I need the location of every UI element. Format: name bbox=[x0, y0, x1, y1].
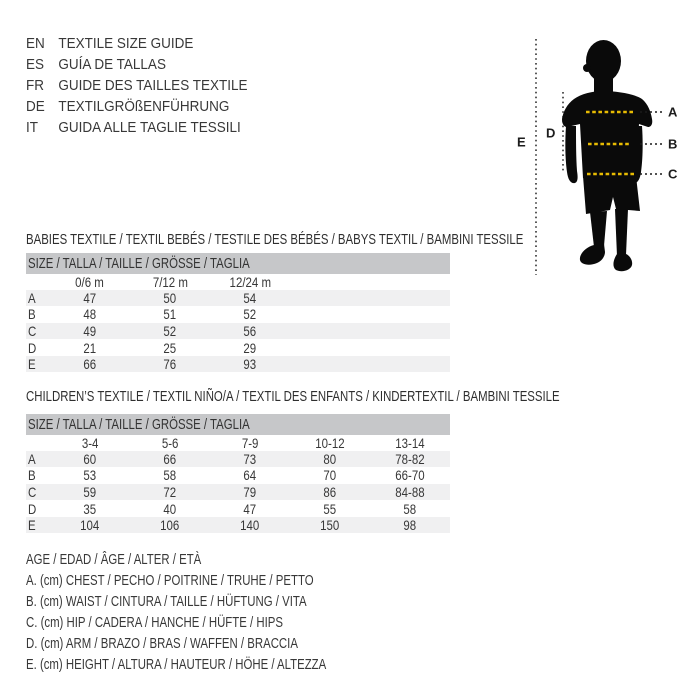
cell-value: 73 bbox=[243, 450, 257, 467]
table-cell bbox=[210, 323, 290, 339]
lang-title: TEXTILGRÖßENFÜHRUNG bbox=[58, 98, 230, 115]
children-section-title bbox=[26, 389, 700, 404]
lang-code: IT bbox=[26, 119, 39, 136]
table-cell bbox=[50, 484, 130, 500]
table-row bbox=[26, 484, 450, 501]
cell-value: 98 bbox=[403, 517, 417, 534]
row-label-text: E bbox=[28, 517, 36, 534]
table-cell bbox=[210, 501, 290, 517]
legend-line-height bbox=[26, 654, 421, 675]
legend-line-arm bbox=[26, 633, 421, 654]
column-header bbox=[210, 274, 290, 290]
language-title-list bbox=[26, 33, 272, 138]
measure-label-e: E bbox=[517, 134, 526, 150]
measure-label-d: D bbox=[546, 125, 556, 141]
column-header-text: 5-6 bbox=[161, 435, 179, 452]
lang-title: GUÍA DE TALLAS bbox=[58, 56, 166, 73]
lang-code: DE bbox=[26, 98, 45, 115]
row-label bbox=[26, 467, 50, 483]
table-row bbox=[26, 323, 450, 340]
babies-header-row bbox=[26, 275, 450, 290]
column-header-text: 7/12 m bbox=[152, 274, 188, 291]
cell-value: 86 bbox=[323, 483, 337, 500]
table-cell bbox=[130, 484, 210, 500]
cell-value: 66 bbox=[163, 450, 177, 467]
legend-text: C. (cm) HIP / CADERA / HANCHE / HÜFTE / HIPS bbox=[26, 614, 283, 631]
lang-row-de bbox=[26, 96, 247, 117]
table-row bbox=[26, 290, 450, 307]
lang-code: EN bbox=[26, 35, 45, 52]
lang-title: GUIDA ALLE TAGLIE TESSILI bbox=[58, 119, 241, 136]
column-header-text: 13-14 bbox=[395, 435, 425, 452]
cell-value: 140 bbox=[240, 517, 260, 534]
row-label-text: E bbox=[28, 356, 36, 373]
table-cell bbox=[290, 467, 370, 483]
children-size-header-bar bbox=[26, 414, 450, 435]
row-label bbox=[26, 501, 50, 517]
row-label-text: D bbox=[28, 339, 37, 356]
table-cell bbox=[130, 306, 210, 322]
table-row bbox=[26, 467, 450, 484]
row-label-text: A bbox=[28, 450, 36, 467]
legend-line-age bbox=[26, 549, 421, 570]
table-cell bbox=[130, 451, 210, 467]
cell-value: 52 bbox=[163, 322, 177, 339]
table-cell bbox=[210, 467, 290, 483]
cell-value: 47 bbox=[243, 500, 257, 517]
cell-value: 93 bbox=[243, 356, 257, 373]
row-label bbox=[26, 451, 50, 467]
lang-code: FR bbox=[26, 77, 44, 94]
measure-label-c: C bbox=[668, 166, 678, 182]
cell-value: 47 bbox=[83, 289, 97, 306]
cell-value: 79 bbox=[243, 483, 257, 500]
measure-label-a: A bbox=[668, 104, 678, 120]
column-header bbox=[130, 435, 210, 451]
legend-text: B. (cm) WAIST / CINTURA / TAILLE / HÜFTUNG / VITA bbox=[26, 593, 307, 610]
legend-text: E. (cm) HEIGHT / ALTURA / HAUTEUR / HÖHE / ALTEZZA bbox=[26, 656, 327, 673]
table-cell bbox=[50, 517, 130, 533]
children-table bbox=[26, 436, 450, 533]
row-label-text: A bbox=[28, 289, 36, 306]
row-label-text: B bbox=[28, 467, 36, 484]
cell-value: 150 bbox=[320, 517, 340, 534]
babies-size-header-text: SIZE / TALLA / TAILLE / GRÖSSE / TAGLIA bbox=[28, 255, 250, 272]
cell-value: 49 bbox=[83, 322, 97, 339]
cell-value: 48 bbox=[83, 306, 97, 323]
measurement-figure bbox=[500, 28, 700, 288]
table-cell bbox=[50, 323, 130, 339]
table-cell bbox=[50, 451, 130, 467]
babies-section-title-text: BABIES TEXTILE / TEXTIL BEBÉS / TESTILE DES BÉBÉS / BABYS TEXTIL / BAMBINI TESSILE bbox=[26, 231, 524, 248]
cell-value: 35 bbox=[83, 500, 97, 517]
cell-value: 66 bbox=[83, 356, 97, 373]
table-cell bbox=[370, 467, 450, 483]
table-cell bbox=[370, 517, 450, 533]
cell-value: 29 bbox=[243, 339, 257, 356]
cell-value: 58 bbox=[163, 467, 177, 484]
table-cell bbox=[130, 356, 210, 372]
column-header-text: 0/6 m bbox=[75, 274, 105, 291]
cell-value: 64 bbox=[243, 467, 257, 484]
cell-value: 40 bbox=[163, 500, 177, 517]
table-cell bbox=[50, 467, 130, 483]
table-row bbox=[26, 306, 450, 323]
table-cell bbox=[50, 340, 130, 356]
table-cell bbox=[210, 340, 290, 356]
cell-value: 56 bbox=[243, 322, 257, 339]
lang-row-es bbox=[26, 54, 247, 75]
cell-value: 76 bbox=[163, 356, 177, 373]
legend-line-waist bbox=[26, 591, 421, 612]
legend-text: D. (cm) ARM / BRAZO / BRAS / WAFFEN / BRACCIA bbox=[26, 635, 298, 652]
row-label-text: B bbox=[28, 306, 36, 323]
lang-title: TEXTILE SIZE GUIDE bbox=[58, 35, 194, 52]
table-cell bbox=[210, 356, 290, 372]
cell-value: 72 bbox=[163, 483, 177, 500]
table-cell bbox=[370, 501, 450, 517]
cell-value: 59 bbox=[83, 483, 97, 500]
cell-value: 52 bbox=[243, 306, 257, 323]
table-cell bbox=[130, 290, 210, 306]
table-cell bbox=[290, 451, 370, 467]
table-cell bbox=[130, 467, 210, 483]
table-cell bbox=[210, 290, 290, 306]
column-header bbox=[370, 435, 450, 451]
row-label bbox=[26, 290, 50, 306]
row-label bbox=[26, 340, 50, 356]
row-label bbox=[26, 484, 50, 500]
cell-value: 50 bbox=[163, 289, 177, 306]
table-cell bbox=[290, 501, 370, 517]
babies-size-header-bar bbox=[26, 253, 450, 274]
cell-value: 55 bbox=[323, 500, 337, 517]
cell-value: 106 bbox=[160, 517, 180, 534]
column-header-text: 7-9 bbox=[241, 435, 259, 452]
cell-value: 66-70 bbox=[395, 467, 425, 484]
lang-row-fr bbox=[26, 75, 247, 96]
cell-value: 58 bbox=[403, 500, 417, 517]
children-header-row bbox=[26, 436, 450, 451]
row-label bbox=[26, 517, 50, 533]
table-cell bbox=[370, 484, 450, 500]
cell-value: 53 bbox=[83, 467, 97, 484]
table-cell bbox=[210, 484, 290, 500]
column-header bbox=[50, 274, 130, 290]
cell-value: 70 bbox=[323, 467, 337, 484]
measurement-legend bbox=[26, 549, 421, 675]
babies-section-title bbox=[26, 232, 680, 247]
children-size-header-text: SIZE / TALLA / TAILLE / GRÖSSE / TAGLIA bbox=[28, 416, 250, 433]
table-cell bbox=[50, 356, 130, 372]
table-cell bbox=[290, 517, 370, 533]
table-row bbox=[26, 451, 450, 468]
legend-line-hip bbox=[26, 612, 421, 633]
column-header-text: 12/24 m bbox=[229, 274, 271, 291]
cell-value: 60 bbox=[83, 450, 97, 467]
cell-value: 84-88 bbox=[395, 483, 425, 500]
table-cell bbox=[210, 451, 290, 467]
table-cell bbox=[210, 306, 290, 322]
table-row bbox=[26, 500, 450, 517]
row-label-text: C bbox=[28, 483, 37, 500]
cell-value: 21 bbox=[83, 339, 97, 356]
row-label bbox=[26, 306, 50, 322]
cell-value: 104 bbox=[80, 517, 100, 534]
column-header-text: 3-4 bbox=[81, 435, 99, 452]
row-label bbox=[26, 356, 50, 372]
table-cell bbox=[210, 517, 290, 533]
table-row bbox=[26, 356, 450, 373]
table-cell bbox=[50, 306, 130, 322]
children-section-title-text: CHILDREN’S TEXTILE / TEXTIL NIÑO/A / TEXTIL DES ENFANTS / KINDERTEXTIL / BAMBINI TESSILE bbox=[26, 388, 560, 405]
table-cell bbox=[50, 290, 130, 306]
row-label-text: C bbox=[28, 322, 37, 339]
lang-row-it bbox=[26, 117, 247, 138]
table-row bbox=[26, 517, 450, 534]
cell-value: 78-82 bbox=[395, 450, 425, 467]
lang-row-en bbox=[26, 33, 247, 54]
table-cell bbox=[130, 501, 210, 517]
measure-label-b: B bbox=[668, 136, 678, 152]
column-header bbox=[50, 435, 130, 451]
row-label bbox=[26, 323, 50, 339]
table-cell bbox=[130, 517, 210, 533]
column-header bbox=[290, 435, 370, 451]
lang-title: GUIDE DES TAILLES TEXTILE bbox=[58, 77, 248, 94]
column-header-text: 10-12 bbox=[315, 435, 345, 452]
legend-line-chest bbox=[26, 570, 421, 591]
cell-value: 54 bbox=[243, 289, 257, 306]
table-cell bbox=[50, 501, 130, 517]
column-header bbox=[210, 435, 290, 451]
table-cell bbox=[130, 323, 210, 339]
row-label-text: D bbox=[28, 500, 37, 517]
table-cell bbox=[370, 451, 450, 467]
table-cell bbox=[290, 484, 370, 500]
cell-value: 51 bbox=[163, 306, 177, 323]
legend-text: A. (cm) CHEST / PECHO / POITRINE / TRUHE / PETTO bbox=[26, 572, 314, 589]
babies-table bbox=[26, 275, 450, 372]
column-header bbox=[130, 274, 210, 290]
lang-code: ES bbox=[26, 56, 45, 73]
legend-text: AGE / EDAD / ÂGE / ALTER / ETÀ bbox=[26, 551, 202, 568]
cell-value: 25 bbox=[163, 339, 177, 356]
table-cell bbox=[130, 340, 210, 356]
table-row bbox=[26, 339, 450, 356]
cell-value: 80 bbox=[323, 450, 337, 467]
